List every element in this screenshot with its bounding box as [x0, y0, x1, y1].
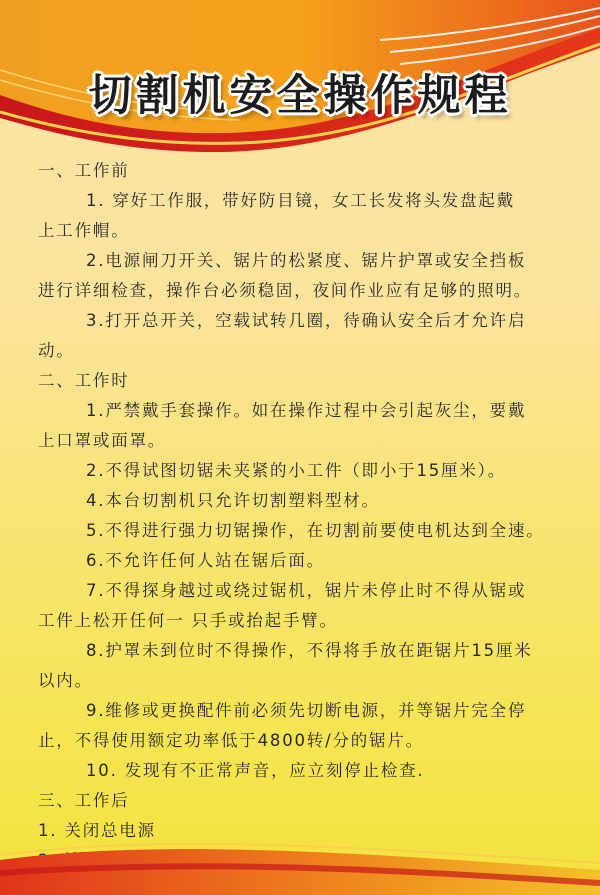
list-item-continuation: 上口罩或面罩。 [38, 431, 167, 450]
list-item: 9.维修或更换配件前必须先切断电源，并等锯片完全停 [86, 701, 527, 720]
list-item: 2.不得试图切锯未夹紧的小工件（即小于15厘米）。 [86, 461, 506, 480]
section-heading-after: 三、工作后 [38, 791, 130, 810]
list-item-continuation: 动。 [38, 341, 75, 360]
list-item: 6.不允许任何人站在锯后面。 [86, 551, 325, 570]
list-item-continuation: 进行详细检查，操作台必须稳固，夜间作业应有足够的照明。 [38, 281, 533, 300]
list-item: 7.不得探身越过或绕过锯机，锯片未停止时不得从锯或 [86, 581, 527, 600]
list-item-continuation: 工件上松开任何一 只手或抬起手臂。 [38, 611, 338, 630]
footer-wave-decoration [0, 825, 600, 895]
list-item: 1. 关闭总电源 [38, 821, 156, 840]
list-item: 8.护罩未到位时不得操作，不得将手放在距锯片15厘米 [86, 641, 533, 660]
list-item-continuation: 以内。 [38, 671, 93, 690]
list-item: 1.严禁戴手套操作。如在操作过程中会引起灰尘，要戴 [86, 401, 527, 420]
list-item: 2.电源闸刀开关、锯片的松紧度、锯片护罩或安全挡板 [86, 251, 527, 270]
section-heading-before: 一、工作前 [38, 161, 130, 180]
list-item-continuation: 上工作帽。 [38, 221, 130, 240]
procedure-content [38, 156, 568, 876]
list-item: 1. 穿好工作服，带好防目镜，女工长发将头发盘起戴 [86, 191, 515, 210]
list-item-continuation: 止，不得使用额定功率低于4800转/分的锯片。 [38, 731, 424, 750]
list-item: 10. 发现有不正常声音，应立刻停止检查. [86, 761, 425, 780]
section-heading-during: 二、工作时 [38, 371, 130, 390]
list-item: 4.本台切割机只允许切割塑料型材。 [86, 491, 380, 510]
page-title: 切割机安全操作规程 [88, 71, 512, 121]
list-item: 5.不得进行强力切锯操作，在切割前要使电机达到全速。 [86, 521, 545, 540]
list-item: 3.打开总开关，空载试转几圈，待确认安全后才允许启 [86, 311, 527, 330]
